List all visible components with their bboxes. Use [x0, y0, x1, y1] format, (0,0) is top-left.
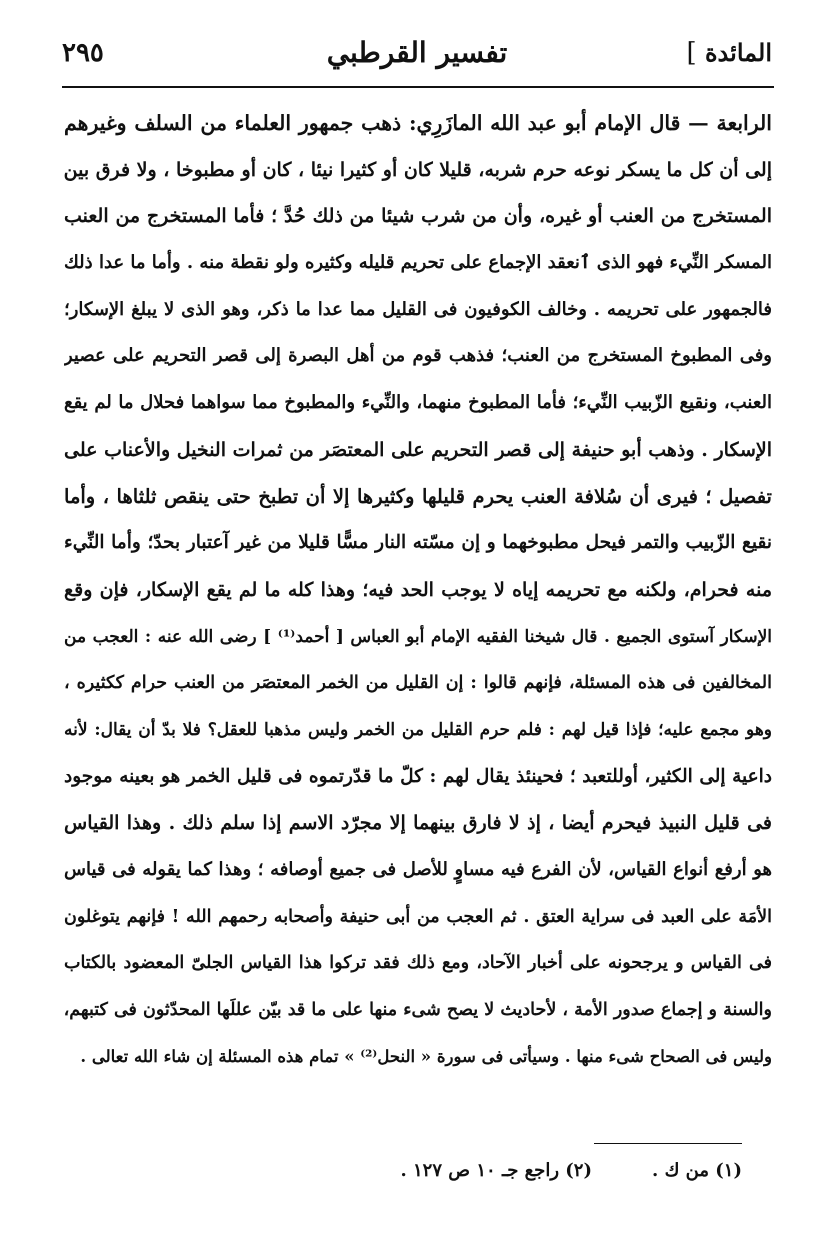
page-header: [62, 32, 772, 82]
text-line: الرابعة — قال الإمام أبو عبد الله المازَرِي: ذهب جمهور العلماء من السلف وغيرهم: [64, 111, 772, 135]
text-line: الأمَة على العبد فى سراية العتق . ثم العجب من أبى حنيفة وأصحابه رحمهم الله ! فإنهم يتوغلون: [64, 906, 772, 927]
text-line: فالجمهور على تحريمه . وخالف الكوفيون فى القليل مما عدا ما ذكر، وهو الذى لا يبلغ الإسكار؛: [64, 298, 772, 320]
text-line: إلى أن كل ما يسكر نوعه حرم شربه، قليلا كان أو كثيرا نيئا ، كان أو مطبوخا ، ولا فرق بين: [64, 158, 772, 181]
body-text: [64, 100, 772, 1080]
text-line: هو أرفع أنواع القياس، لأن الفرع فيه مساوٍ للأصل فى جميع أوصافه ؛ وهذا كما يقوله فى قياس: [64, 859, 772, 880]
text-line: المسكر النِّيء فهو الذى ٱنعقد الإجماع على تحريم قليله وكثيره ولو نقطة منه . وأما ما عدا ذلك: [64, 252, 772, 274]
text-line: تفصيل ؛ فيرى أن سُلافة العنب يحرم قليلها وكثيرها إلا أن تطبخ حتى ينقص ثلثاها ، وأما: [64, 484, 772, 508]
text-line: وفى المطبوخ المستخرج من العنب؛ فذهب قوم من أهل البصرة إلى قصر التحريم على عصير: [64, 345, 772, 367]
text-line: نقيع الزّبيب والتمر فيحل مطبوخهما و إن مسّته النار مسًّا قليلا من غير آعتبار بحدّ؛ وأما النِّيء: [64, 532, 772, 554]
footnotes: [330, 1160, 742, 1194]
text-line: منه فحرام، ولكنه مع تحريمه إياه لا يوجب الحد فيه؛ وهذا كله ما لم يقع الإسكار، فإن وقع: [64, 578, 772, 601]
text-line: فى قليل النبيذ فيحرم أيضا ، إذ لا فارق بينهما إلا مجرّد الاسم إذا سلم ذلك . وهذا القياس: [64, 812, 772, 835]
text-line: الإسكار . وذهب أبو حنيفة إلى قصر التحريم على المعتصَر من ثمرات النخيل والأعناب على: [64, 438, 772, 461]
text-line: وليس فى الصحاح شىء منها . وسيأتى فى سورة « النحل⁽²⁾ » تمام هذه المسئلة إن شاء الله تعالى .: [80, 1046, 772, 1066]
text-line: المخالفين فى هذه المسئلة، فإنهم قالوا : إن القليل من الخمر المعتصَر من العنب حرام ككثيره ،: [64, 673, 772, 694]
text-line: العنب، ونقيع الزّبيب النِّيء؛ فأما المطبوخ منهما، والنِّيء والمطبوخ مما سواهما فحلال ما لم يقع: [64, 392, 772, 414]
footnote-1: (١) من ك .: [652, 1160, 742, 1181]
text-line: المستخرج من العنب أو غيره، وأن من شرب شيئا من ذلك حُدَّ ؛ فأما المستخرج من العنب: [64, 205, 772, 228]
text-line: فى القياس و يرجحونه على أخبار الآحاد، ومع ذلك فقد تركوا هذا القياس الجلىّ المعضود بالكتاب: [64, 953, 772, 974]
footnote-rule: [594, 1143, 742, 1144]
text-line: وهو مجمع عليه؛ فإذا قيل لهم : فلم حرم القليل من الخمر وليس مذهبا للعقل؟ فلا بدّ أن يقال: لأنه: [64, 719, 772, 740]
footnote-2: (٢) راجع جـ ١٠ ص ١٢٧ .: [400, 1160, 592, 1181]
header-rule: [62, 86, 774, 88]
header-bracket: ]: [686, 38, 697, 68]
book-title: تفسير القرطبي: [326, 36, 508, 69]
surah-name-text: المائدة: [704, 38, 772, 67]
text-line: الإسكار آستوى الجميع . قال شيخنا الفقيه الإمام أبو العباس [ أحمد⁽¹⁾ ] رضى الله عنه : العجب من: [64, 626, 772, 647]
text-line: داعية إلى الكثير، أوللتعبد ؛ فحينئذ يقال لهم : كلّ ما قدّرتموه فى قليل الخمر هو بعينه موجود: [64, 765, 772, 787]
page-number: ٢٩٥: [62, 38, 104, 68]
text-line: والسنة و إجماع صدور الأمة ، لأحاديث لا يصح شىء منها على ما قد بيّن عللَها المحدّثون فى كتبهم،: [64, 1000, 772, 1021]
